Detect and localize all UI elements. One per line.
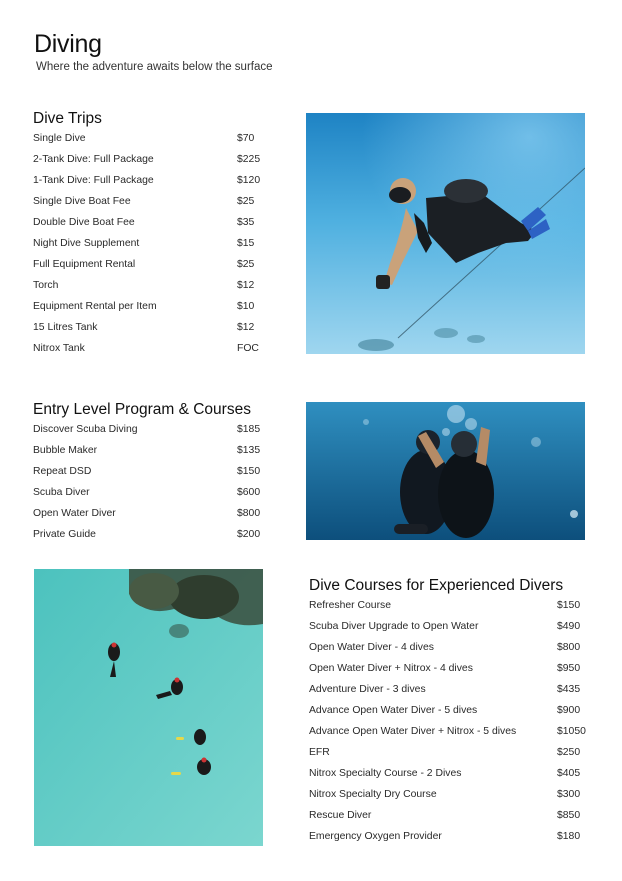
item-price: FOC (237, 343, 259, 354)
item-price: $950 (557, 663, 581, 674)
price-row (33, 445, 283, 466)
item-price: $225 (237, 154, 261, 165)
item-price: $200 (237, 529, 261, 540)
item-name: Single Dive Boat Fee (33, 196, 131, 207)
item-name: Bubble Maker (33, 445, 98, 456)
item-price: $180 (557, 831, 581, 842)
experienced-courses-price-list (309, 600, 599, 852)
item-price: $150 (237, 466, 261, 477)
item-price: $800 (237, 508, 261, 519)
price-row (33, 196, 283, 217)
item-name: Nitrox Specialty Course - 2 Dives (309, 768, 462, 779)
item-price: $150 (557, 600, 581, 611)
item-price: $1050 (557, 726, 586, 737)
price-row (309, 600, 599, 621)
item-price: $185 (237, 424, 261, 435)
entry-level-heading: Entry Level Program & Courses (33, 401, 251, 418)
aerial-lagoon-photo (34, 569, 263, 846)
item-price: $135 (237, 445, 261, 456)
item-name: Nitrox Specialty Dry Course (309, 789, 437, 800)
item-price: $70 (237, 133, 255, 144)
price-row (309, 831, 599, 852)
item-name: 15 Litres Tank (33, 322, 98, 333)
item-price: $900 (557, 705, 581, 716)
price-row (33, 487, 283, 508)
item-name: Open Water Diver - 4 dives (309, 642, 434, 653)
item-name: Adventure Diver - 3 dives (309, 684, 426, 695)
price-row (309, 705, 599, 726)
item-name: EFR (309, 747, 330, 758)
dive-trips-price-list (33, 133, 283, 364)
item-name: Scuba Diver (33, 487, 90, 498)
item-price: $35 (237, 217, 255, 228)
item-price: $435 (557, 684, 581, 695)
item-price: $405 (557, 768, 581, 779)
diver-photo-open-water (306, 113, 585, 354)
page-title: Diving (34, 30, 102, 58)
price-row (309, 663, 599, 684)
price-row (33, 238, 283, 259)
item-name: Private Guide (33, 529, 96, 540)
item-price: $10 (237, 301, 255, 312)
item-name: Torch (33, 280, 59, 291)
price-row (309, 810, 599, 831)
item-name: Rescue Diver (309, 810, 372, 821)
price-row (33, 529, 283, 550)
item-price: $250 (557, 747, 581, 758)
item-price: $15 (237, 238, 255, 249)
entry-level-price-list (33, 424, 283, 550)
dive-trips-heading: Dive Trips (33, 110, 102, 127)
price-row (33, 466, 283, 487)
item-name: Nitrox Tank (33, 343, 85, 354)
price-row (33, 343, 283, 364)
price-row (33, 322, 283, 343)
price-row (309, 747, 599, 768)
item-name: Night Dive Supplement (33, 238, 140, 249)
price-row (309, 684, 599, 705)
page-subtitle: Where the adventure awaits below the surface (36, 61, 273, 73)
item-name: Emergency Oxygen Provider (309, 831, 442, 842)
item-name: Full Equipment Rental (33, 259, 136, 270)
price-row (309, 726, 599, 747)
price-row (309, 621, 599, 642)
item-price: $490 (557, 621, 581, 632)
item-price: $850 (557, 810, 581, 821)
item-price: $12 (237, 280, 255, 291)
price-row (309, 789, 599, 810)
item-name: Open Water Diver (33, 508, 116, 519)
price-row (33, 175, 283, 196)
experienced-courses-heading: Dive Courses for Experienced Divers (309, 577, 564, 594)
price-row (33, 280, 283, 301)
item-price: $120 (237, 175, 261, 186)
price-row (309, 642, 599, 663)
price-row (33, 217, 283, 238)
item-name: Repeat DSD (33, 466, 92, 477)
price-row (33, 508, 283, 529)
price-row (33, 154, 283, 175)
item-name: Advance Open Water Diver + Nitrox - 5 dives (309, 726, 517, 737)
item-name: 1-Tank Dive: Full Package (33, 175, 154, 186)
item-price: $25 (237, 259, 255, 270)
item-name: Scuba Diver Upgrade to Open Water (309, 621, 479, 632)
item-name: 2-Tank Dive: Full Package (33, 154, 154, 165)
item-price: $12 (237, 322, 255, 333)
item-name: Equipment Rental per Item (33, 301, 157, 312)
item-price: $600 (237, 487, 261, 498)
item-price: $800 (557, 642, 581, 653)
item-name: Advance Open Water Diver - 5 dives (309, 705, 478, 716)
item-name: Open Water Diver + Nitrox - 4 dives (309, 663, 473, 674)
price-row (309, 768, 599, 789)
item-name: Refresher Course (309, 600, 392, 611)
divers-bubbles-photo (306, 402, 585, 540)
item-name: Discover Scuba Diving (33, 424, 138, 435)
item-name: Single Dive (33, 133, 86, 144)
item-price: $25 (237, 196, 255, 207)
price-row (33, 424, 283, 445)
price-row (33, 259, 283, 280)
item-price: $300 (557, 789, 581, 800)
item-name: Double Dive Boat Fee (33, 217, 135, 228)
price-row (33, 133, 283, 154)
price-row (33, 301, 283, 322)
